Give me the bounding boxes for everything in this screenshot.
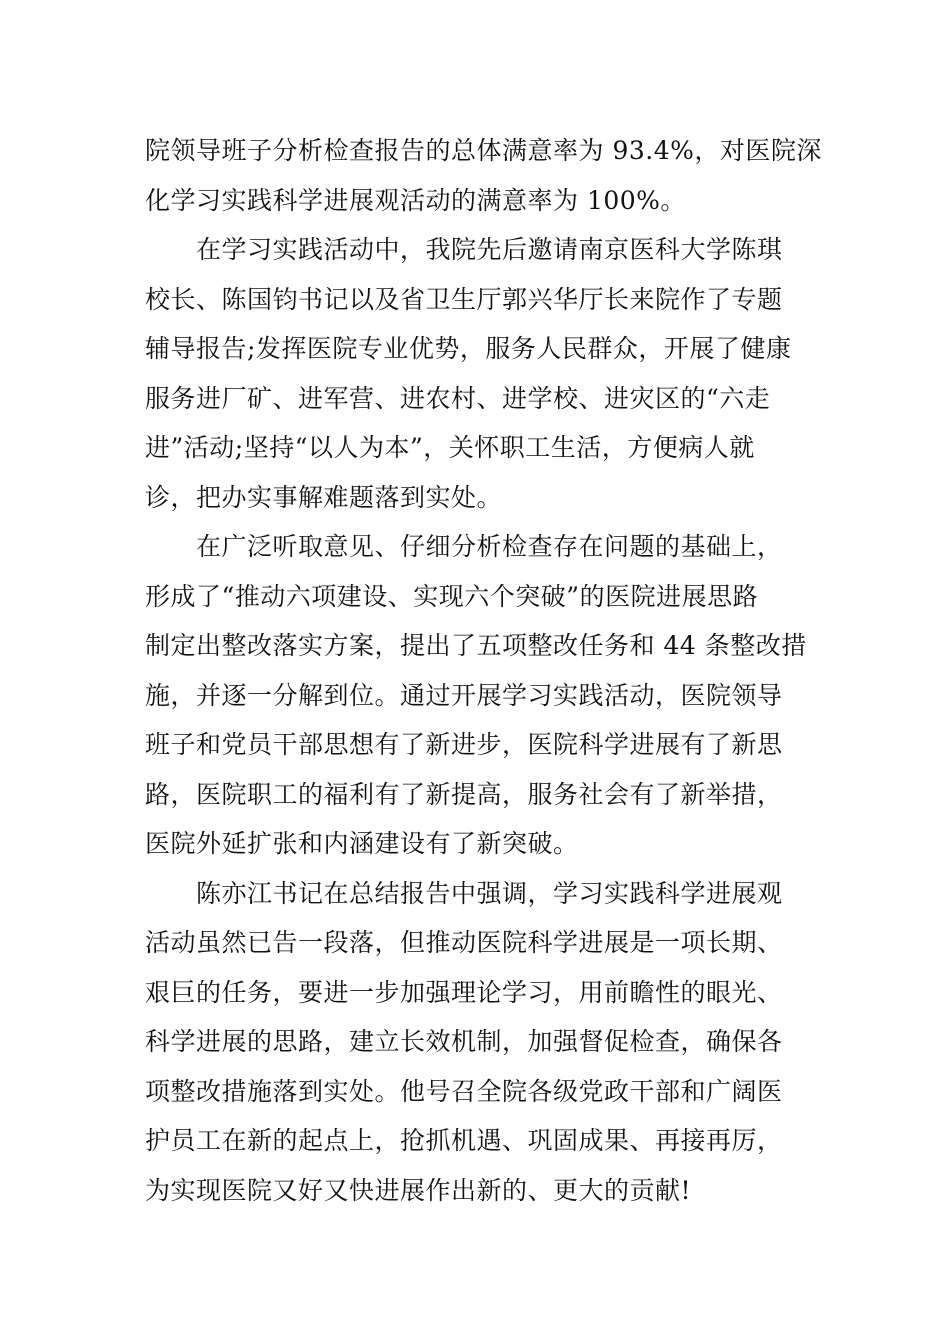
text-line: 校长、陈国钧书记以及省卫生厅郭兴华厅长来院作了专题 <box>145 284 783 314</box>
text-line: 为实现医院又好又快进展作出新的、更大的贡献! <box>145 1175 692 1205</box>
text-line: 化学习实践科学进展观活动的满意率为 100%。 <box>145 185 686 215</box>
text-line: 施，并逐一分解到位。通过开展学习实践活动，医院领导 <box>145 680 783 710</box>
text-line: 诊，把办实事解难题落到实处。 <box>145 482 503 512</box>
text-line: 形成了“推动六项建设、实现六个突破”的医院进展思路 <box>145 581 759 611</box>
text-line: 班子和党员干部思想有了新进步，医院科学进展有了新思 <box>145 730 783 759</box>
text-line: 活动虽然已告一段落，但推动医院科学进展是一项长期、 <box>145 928 783 957</box>
text-line: 服务进厂矿、进军营、进农村、进学校、进灾区的“六走 <box>145 383 771 413</box>
text-line: 制定出整改落实方案，提出了五项整改任务和 44 条整改措 <box>145 631 807 660</box>
text-line: 在广泛听取意见、仔细分析检查存在问题的基础上， <box>145 532 783 561</box>
text-line: 在学习实践活动中，我院先后邀请南京医科大学陈琪 <box>145 235 783 264</box>
text-line: 进”活动;坚持“以人为本”，关怀职工生活，方便病人就 <box>145 433 755 462</box>
text-line: 艰巨的任务，要进一步加强理论学习，用前瞻性的眼光、 <box>145 977 783 1007</box>
text-line: 医院外延扩张和内涵建设有了新突破。 <box>145 829 579 858</box>
text-line: 路，医院职工的福利有了新提高，服务社会有了新举措， <box>145 779 783 809</box>
document-body <box>145 126 822 1215</box>
text-line: 护员工在新的起点上，抢抓机遇、巩固成果、再接再厉， <box>145 1126 783 1155</box>
text-line: 项整改措施落到实处。他号召全院各级党政干部和广阔医 <box>145 1076 783 1106</box>
text-line: 辅导报告;发挥医院专业优势，服务人民群众，开展了健康 <box>145 334 792 363</box>
text-line: 陈亦江书记在总结报告中强调，学习实践科学进展观 <box>145 878 783 908</box>
text-line: 院领导班子分析检查报告的总体满意率为 93.4%，对医院深 <box>145 136 822 165</box>
text-line: 科学进展的思路，建立长效机制，加强督促检查，确保各 <box>145 1027 783 1056</box>
